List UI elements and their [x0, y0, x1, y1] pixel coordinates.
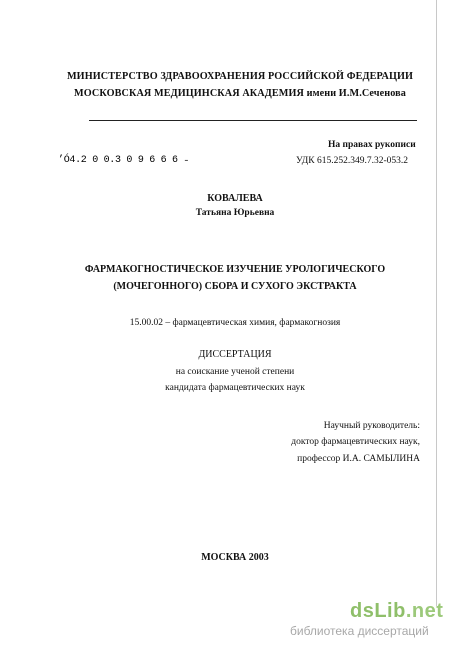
specialty-code: 15.00.02 – фармацевтическая химия, фармакогнозия	[129, 318, 341, 328]
registry-stamp: ’Ó4.2 0 0.3 0 9 6 6 6 ˗	[58, 155, 190, 166]
manuscript-rights: На правах рукописи	[328, 140, 416, 150]
header-divider	[89, 120, 417, 121]
watermark-brand: dsLib	[350, 600, 406, 622]
degree-line-2: кандидата фармацевтических наук	[165, 383, 305, 393]
degree-line-1: на соискание ученой степени	[175, 367, 295, 377]
watermark-subtitle: библиотека диссертаций	[290, 624, 429, 638]
author-surname: КОВАЛЕВА	[207, 193, 263, 204]
watermark-logo	[350, 600, 443, 623]
academy-named-after: имени И.М.Сеченова	[306, 88, 406, 99]
place-year: МОСКВА 2003	[201, 552, 269, 563]
udk-code: УДК 615.252.349.7.32-053.2	[296, 156, 408, 166]
author-name: Татьяна Юрьевна	[195, 208, 275, 218]
supervisor-degree: доктор фармацевтических наук,	[291, 437, 420, 447]
academy-heading	[0, 88, 450, 99]
supervisor-label: Научный руководитель:	[323, 421, 420, 431]
document-type: ДИССЕРТАЦИЯ	[198, 349, 272, 360]
thesis-title-line-2: (МОЧЕГОННОГО) СБОРА И СУХОГО ЭКСТРАКТА	[113, 281, 357, 292]
watermark-tld: .net	[405, 600, 444, 622]
supervisor-name: профессор И.А. САМЫЛИНА	[297, 454, 420, 464]
ministry-heading: МИНИСТЕРСТВО ЗДРАВООХРАНЕНИЯ РОССИЙСКОЙ ФЕДЕРАЦИИ	[66, 71, 414, 82]
academy-name: МОСКОВСКАЯ МЕДИЦИНСКАЯ АКАДЕМИЯ	[74, 88, 304, 99]
thesis-title-line-1: ФАРМАКОГНОСТИЧЕСКОЕ ИЗУЧЕНИЕ УРОЛОГИЧЕСКОГО	[84, 264, 386, 275]
